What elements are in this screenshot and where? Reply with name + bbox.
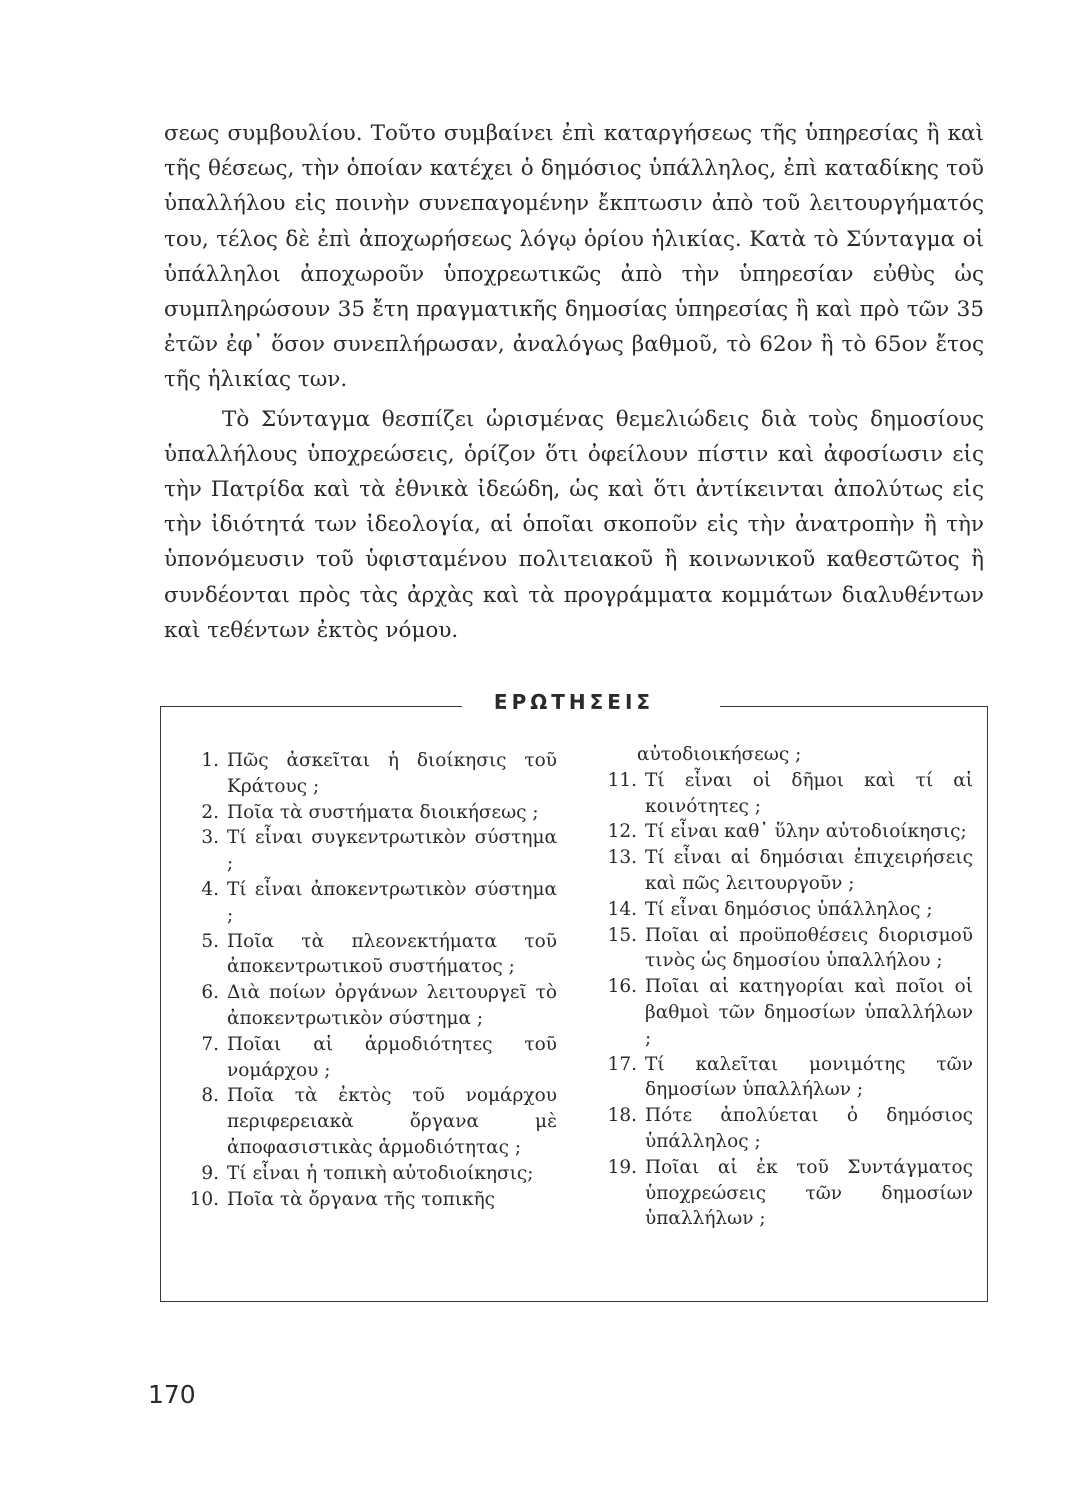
question-text: Ποῖα τὰ ἐκτὸς τοῦ νομάρχου περιφερειακὰ ὄργανα μὲ ἀποφασιστικὰς ἁρμοδιότητας ; xyxy=(227,1085,557,1158)
page-number: 170 xyxy=(148,1380,196,1409)
question-number: 4. xyxy=(201,878,219,900)
question-number: 3. xyxy=(201,827,219,849)
questions-left-column xyxy=(187,748,557,1212)
question-item xyxy=(187,980,557,1032)
question-text: Διὰ ποίων ὀργάνων λειτουργεῖ τὸ ἀποκεντρωτικὸν σύστημα ; xyxy=(227,982,557,1029)
question-text: Τί εἶναι οἱ δῆμοι καὶ τί αἱ κοινότητες ; xyxy=(645,769,973,817)
question-item xyxy=(597,1052,973,1104)
question-number: 10. xyxy=(189,1188,219,1210)
question-number: 11. xyxy=(607,769,637,791)
question-item xyxy=(187,1032,557,1084)
question-number: 15. xyxy=(607,924,637,946)
question-item xyxy=(597,974,973,1051)
question-continuation: αὐτοδιοικήσεως ; xyxy=(637,744,802,765)
question-text: Πότε ἀπολύεται ὁ δημόσιος ὑπάλληλος ; xyxy=(645,1105,973,1152)
question-item xyxy=(597,819,973,845)
question-text: Ποῖα τὰ πλεονεκτήματα τοῦ ἀποκεντρωτικοῦ συστήματος ; xyxy=(227,930,557,978)
question-item xyxy=(187,748,557,800)
question-item xyxy=(187,1187,557,1213)
question-number: 6. xyxy=(201,982,219,1004)
question-text: Ποῖαι αἱ ἐκ τοῦ Συντάγματος ὑποχρεώσεις τῶν δημοσίων ὑπαλλήλων ; xyxy=(645,1156,973,1230)
question-number: 12. xyxy=(607,821,637,843)
question-item xyxy=(597,1155,973,1232)
question-item xyxy=(187,1083,557,1160)
question-text: Ποῖα τὰ ὄργανα τῆς τοπικῆς xyxy=(227,1188,496,1210)
question-number: 8. xyxy=(201,1085,219,1107)
question-text: Πῶς ἀσκεῖται ἡ διοίκησις τοῦ Κράτους ; xyxy=(227,750,557,797)
question-number: 18. xyxy=(607,1105,637,1127)
questions-right-column xyxy=(597,742,973,1232)
question-text: Τί εἶναι δημόσιος ὑπάλληλος ; xyxy=(645,898,933,920)
question-item xyxy=(597,845,973,897)
question-text: Τί εἶναι ἡ τοπικὴ αὐτοδιοίκησις; xyxy=(227,1162,534,1184)
question-number: 7. xyxy=(201,1033,219,1055)
question-text: Ποῖα τὰ συστήματα διοικήσεως ; xyxy=(227,801,539,823)
question-number: 2. xyxy=(201,801,219,823)
question-number: 5. xyxy=(201,930,219,952)
question-item xyxy=(597,768,973,820)
question-number: 9. xyxy=(201,1162,219,1184)
question-item xyxy=(597,897,973,923)
paragraph-1: σεως συμβουλίου. Τοῦτο συμβαίνει ἐπὶ καταργήσεως τῆς ὑπηρεσίας ἢ καὶ τῆς θέσεως, τὴν ὁποίαν κατέχει ὁ δημόσιος ὑπάλληλος, ἐπὶ καταδίκης τοῦ ὑπαλλήλου εἰς ποινὴν συνεπαγομένην ἔκπτωσιν ἀπὸ τοῦ λειτουργήματός του, τέλος δὲ ἐπὶ ἀποχωρήσεως λόγῳ ὁρίου ἡλικίας. Κατὰ τὸ Σύνταγμα οἱ ὑπάλληλοι ἀποχωροῦν ὑποχρεωτικῶς ἀπὸ τὴν ὑπηρεσίαν εὐθὺς ὡς συμπληρώσουν 35 ἔτη πραγματικῆς δημοσίας ὑπηρεσίας ἢ καὶ πρὸ τῶν 35 ἐτῶν ἐφ᾽ ὅσον συνεπλήρωσαν, ἀναλόγως βαθμοῦ, τὸ 62ον ἢ τὸ 65ον ἔτος τῆς ἡλικίας των. xyxy=(164,121,984,393)
question-item xyxy=(187,825,557,877)
question-text: Ποῖαι αἱ ἁρμοδιότητες τοῦ νομάρχου ; xyxy=(227,1033,557,1081)
questions-title: ΕΡΩΤΗΣΕΙΣ xyxy=(493,690,655,714)
question-text: Ποῖαι αἱ προϋποθέσεις διορισμοῦ τινὸς ὡς δημοσίου ὑπαλλήλου ; xyxy=(645,924,973,972)
paragraph-2: Τὸ Σύνταγμα θεσπίζει ὡρισμένας θεμελιώδεις διὰ τοὺς δημοσίους ὑπαλλήλους ὑποχρεώσεις, ὁρίζον ὅτι ὀφείλουν πίστιν καὶ ἀφοσίωσιν εἰς τὴν Πατρίδα καὶ τὰ ἐθνικὰ ἰδεώδη, ὡς καὶ ὅτι ἀντίκεινται ἀπολύτως εἰς τὴν ἰδιότητά των ἰδεολογία, αἱ ὁποῖαι σκοποῦν εἰς τὴν ἀνατροπὴν ἢ τὴν ὑπονόμευσιν τοῦ ὑφισταμένου πολιτειακοῦ ἢ κοινωνικοῦ καθεστῶτος ἢ συνδέονται πρὸς τὰς ἀρχὰς καὶ τὰ προγράμματα κομμάτων διαλυθέντων καὶ τεθέντων ἐκτὸς νόμου. xyxy=(164,406,984,643)
question-text: Ποῖαι αἱ κατηγορίαι καὶ ποῖοι οἱ βαθμοὶ τῶν δημοσίων ὑπαλλήλων ; xyxy=(645,976,973,1049)
question-number: 1. xyxy=(201,750,219,771)
question-number: 17. xyxy=(607,1053,637,1075)
question-item xyxy=(187,1161,557,1187)
question-number: 16. xyxy=(607,976,637,998)
question-text: Τί εἶναι αἱ δημόσιαι ἐπιχειρήσεις καὶ πῶς λειτουργοῦν ; xyxy=(645,847,973,894)
question-item xyxy=(597,1103,973,1155)
question-number: 19. xyxy=(607,1156,637,1178)
question-number: 13. xyxy=(607,847,637,869)
question-item xyxy=(597,923,973,975)
question-text: Τί εἶναι καθ᾽ ὕλην αὐτοδιοίκησις; xyxy=(645,821,967,843)
question-text: Τί καλεῖται μονιμότης τῶν δημοσίων ὑπαλλήλων ; xyxy=(645,1053,973,1101)
question-item xyxy=(187,929,557,981)
question-text: Τί εἶναι ἀποκεντρωτικὸν σύστημα ; xyxy=(227,878,557,926)
questions-box xyxy=(160,690,988,1302)
body-text xyxy=(164,116,984,648)
question-number: 14. xyxy=(607,898,637,920)
question-text: Τί εἶναι συγκεντρωτικὸν σύστημα ; xyxy=(227,827,557,875)
question-item xyxy=(187,877,557,929)
question-item xyxy=(187,800,557,826)
